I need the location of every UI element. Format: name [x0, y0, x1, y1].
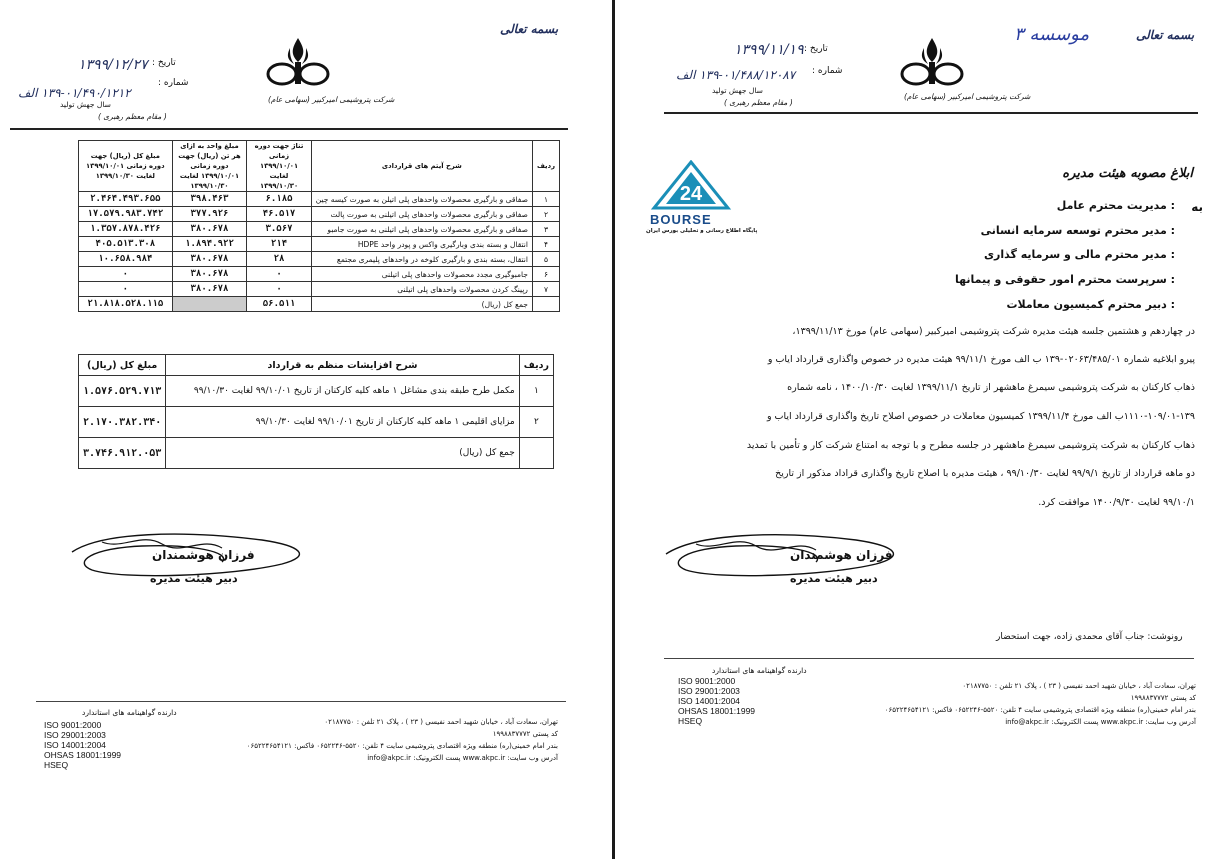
- letter-title: ابلاغ مصوبه هیئت مدیره: [1062, 166, 1193, 181]
- company-name: شرکت پتروشیمی امیرکبیر (سهامی عام): [904, 92, 1031, 101]
- address-line: تهران، سعادت آباد ، خیابان شهید احمد نفیسی ( ۲۳ ) ، پلاک ۲۱ تلفن : ۰۲۱۸۷۷۵۰: [962, 682, 1196, 690]
- items-table-row: [79, 267, 560, 282]
- items-total-amount: ۲۱.۸۱۸.۵۲۸.۱۱۵: [79, 297, 173, 312]
- row-unit-price: ۱.۸۹۴.۹۲۲: [172, 237, 247, 252]
- row-unit-price: ۳۸۰.۶۷۸: [172, 252, 247, 267]
- increase-total-amount: ۳.۷۴۶.۹۱۲.۰۵۳: [79, 438, 166, 469]
- address-line: بندر امام خمینی(ره) منطقه ویژه اقتصادی پتروشیمی سایت ۴ تلفن: ۵۵۲۰-۰۶۵۲۲۴۶ فاکس: ۰۶۵۲۲۴۶۵۴۱۲۱: [246, 742, 558, 750]
- body-line: ۱۱۱۰-۱۰۹/۰۱-۱۳۹ب الف مورخ ۱۳۹۹/۱۱/۴ کمیسیون معاملات در خصوص اصلاح تاریخ واگذاری قرارداد ایاب و: [766, 411, 1195, 422]
- recipient: : مدیریت محترم عامل: [1056, 199, 1175, 212]
- address-line: آدرس وب سایت: www.akpc.ir پست الکترونیک: info@akpc.ir: [1005, 718, 1196, 726]
- cert-list: [678, 676, 755, 726]
- items-table-row: [79, 192, 560, 207]
- increase-table-row: [79, 407, 554, 438]
- row-description: رپینگ کردن محصولات واحدهای پلی اتیلنی: [311, 282, 532, 297]
- row-description: صفاقی و بارگیری محصولات واحدهای پلی اتیلن به صورت کیسه چین: [311, 192, 532, 207]
- signatory-name: فرزان هوشمندان: [152, 548, 255, 562]
- address-line: کد پستی ۱۹۹۸۸۳۷۷۷۲: [492, 730, 558, 738]
- cert-list: [44, 720, 121, 770]
- cert-item: ISO 29001:2003: [44, 730, 106, 740]
- col-desc: شرح آیتم های قراردادی: [311, 141, 532, 192]
- increase-total-row: [79, 438, 554, 469]
- body-line: ۹۹/۱۰/۱ لغایت ۱۴۰۰/۹/۳۰ موافقت کرد.: [1038, 497, 1195, 508]
- row-description: جامبوگیری مجدد محصولات واحدهای پلی اتیلنی: [311, 267, 532, 282]
- row-unit-price: ۳۹۸.۴۶۳: [172, 192, 247, 207]
- cert-item: ISO 29001:2003: [678, 686, 740, 696]
- items-total-row: [79, 297, 560, 312]
- bourse-tagline: پایگاه اطلاع رسانی و تحلیلی بورس ایران: [646, 228, 758, 234]
- row-description: انتقال و بسته بندی وبارگیری واکس و پودر واحد HDPE: [311, 237, 532, 252]
- address-line: تهران، سعادت آباد ، خیابان شهید احمد نفیسی ( ۲۳ ) ، پلاک ۲۱ تلفن : ۰۲۱۸۷۷۵۰: [324, 718, 558, 726]
- cert-item: HSEQ: [44, 760, 69, 770]
- items-total-tonnage: ۵۶.۵۱۱: [247, 297, 311, 312]
- inc-col-amount: مبلغ کل (ریال): [79, 355, 166, 376]
- row-number: ۳: [532, 222, 559, 237]
- cc-note: رونوشت: جناب آقای محمدی زاده، جهت استحضار: [996, 632, 1183, 642]
- body-line: در چهاردهم و هشتمین جلسه هیئت مدیره شرکت پتروشیمی امیرکبیر (سهامی عام) مورخ ۱۳۹۹/۱۱/۱۳،: [792, 326, 1195, 337]
- row-total: ۱.۳۵۷.۸۷۸.۴۲۶: [79, 222, 173, 237]
- date-label: تاریخ :: [152, 58, 176, 68]
- header-rule: [664, 112, 1198, 114]
- increase-table-row: [79, 376, 554, 407]
- col-total: مبلغ کل (ریال) جهت دوره زمانی ۱۳۹۹/۱۰/۰۱ لغایت ۱۳۹۹/۱۰/۳۰: [79, 141, 173, 192]
- cert-item: ISO 9001:2000: [44, 720, 102, 730]
- increase-table: [78, 354, 554, 469]
- footer-rule: [36, 701, 566, 702]
- number-label: شماره :: [158, 78, 189, 88]
- cert-heading: دارنده گواهینامه های استاندارد: [712, 666, 807, 675]
- items-total-shaded: [172, 297, 247, 312]
- page-divider: [612, 0, 615, 859]
- footer-rule: [664, 658, 1194, 659]
- row-tonnage: ۰: [247, 282, 311, 297]
- recipient: : دبیر محترم کمیسیون معاملات: [1006, 298, 1175, 311]
- address-line: بندر امام خمینی(ره) منطقه ویژه اقتصادی پتروشیمی سایت ۴ تلفن: ۵۵۲۰-۰۶۵۲۲۴۶ فاکس: ۰۶۵۲۲۴۶۵۴۱۲۱: [884, 706, 1196, 714]
- row-number: ۲: [532, 207, 559, 222]
- date-label: تاریخ :: [804, 44, 828, 54]
- row-amount: ۲.۱۷۰.۳۸۲.۳۴۰: [79, 407, 166, 438]
- header-rule: [10, 128, 568, 130]
- cert-item: ISO 9001:2000: [678, 676, 736, 686]
- row-total: ۴۰۵.۵۱۳.۳۰۸: [79, 237, 173, 252]
- recipient: : مدیر محترم توسعه سرمایه انسانی: [980, 224, 1175, 237]
- row-number: ۶: [532, 267, 559, 282]
- items-table-row: [79, 207, 560, 222]
- recipient: : مدیر محترم مالی و سرمایه گذاری: [983, 248, 1175, 261]
- basmala: بسمه تعالی: [1136, 28, 1195, 42]
- number-label: شماره :: [812, 66, 843, 76]
- items-table-row: [79, 282, 560, 297]
- year-slogan: سال جهش تولید: [712, 86, 763, 95]
- row-description: مکمل طرح طبقه بندی مشاغل ۱ ماهه کلیه کارکنان از تاریخ ۹۹/۱۰/۰۱ لغایت ۹۹/۱۰/۳۰: [166, 376, 519, 407]
- items-total-label: جمع کل (ریال): [311, 297, 532, 312]
- row-description: صفاقی و بارگیری محصولات واحدهای پلی اتیلنی به صورت جامبو: [311, 222, 532, 237]
- row-unit-price: ۳۸۰.۶۷۸: [172, 222, 247, 237]
- address-line: کد پستی ۱۹۹۸۸۳۷۷۷۲: [1130, 694, 1196, 702]
- row-number: ۱: [532, 192, 559, 207]
- body-line: ذهاب کارکنان به شرکت پتروشیمی سیمرغ ماهشهر از تاریخ ۱۳۹۹/۱۱/۱ لغایت ۱۴۰۰/۱۰/۳۰ ، نامه شماره: [787, 382, 1195, 393]
- row-tonnage: ۲۸: [247, 252, 311, 267]
- row-tonnage: ۰: [247, 267, 311, 282]
- handwritten-note: موسسه ۳: [1014, 24, 1090, 45]
- col-row: ردیف: [532, 141, 559, 192]
- signatory-title: دبیر هیئت مدیره: [150, 572, 238, 585]
- row-number: ۵: [532, 252, 559, 267]
- row-description: صفاقی و بارگیری محصولات واحدهای پلی اتیلنی به صورت پالت: [311, 207, 532, 222]
- row-description: انتقال، بسته بندی و بارگیری کلوخه در واحدهای پلیمری مجتمع: [311, 252, 532, 267]
- cert-heading: دارنده گواهینامه های استاندارد: [82, 708, 177, 717]
- date-value: ۱۳۹۹/۱۲/۲۷: [78, 57, 148, 73]
- leader-note: ( مقام معظم رهبری ): [724, 98, 793, 107]
- left-page: [0, 0, 612, 859]
- row-total: ۲.۴۶۴.۴۹۳.۶۵۵: [79, 192, 173, 207]
- cert-item: ISO 14001:2004: [678, 696, 740, 706]
- row-number: ۷: [532, 282, 559, 297]
- bourse-logo-text: BOURSE: [650, 212, 712, 227]
- items-table-row: [79, 222, 560, 237]
- signatory-title: دبیر هیئت مدیره: [790, 572, 878, 585]
- row-tonnage: ۳.۵۶۷: [247, 222, 311, 237]
- body-line: دو ماهه قرارداد از تاریخ ۹۹/۹/۱ لغایت ۹۹/۱۰/۳۰ ، هیئت مدیره با اصلاح تاریخ واگذاری قراداد مذکور از تاریخ: [775, 468, 1195, 479]
- address-block: [878, 680, 1196, 728]
- row-unit-price: ۳۸۰.۶۷۸: [172, 267, 247, 282]
- row-total: ۱۰.۶۵۸.۹۸۴: [79, 252, 173, 267]
- address-line: آدرس وب سایت: www.akpc.ir پست الکترونیک: info@akpc.ir: [367, 754, 558, 762]
- row-unit-price: ۳۷۷.۹۲۶: [172, 207, 247, 222]
- cert-item: HSEQ: [678, 716, 703, 726]
- row-number: ۴: [532, 237, 559, 252]
- body-line: پیرو ابلاغیه شماره ۰۲۰۶۳/۴۸۵/۰۱-۱۳۹ ب الف مورخ ۹۹/۱۱/۱ هیئت مدیره در خصوص واگذاری قرارداد ایاب و: [767, 354, 1195, 365]
- year-slogan: سال جهش تولید: [60, 100, 111, 109]
- row-tonnage: ۴۶.۵۱۷: [247, 207, 311, 222]
- cert-item: OHSAS 18001:1999: [44, 750, 122, 760]
- row-number: ۲: [519, 407, 553, 438]
- company-logo-icon: [896, 36, 968, 96]
- inc-col-desc: شرح افزایشات منظم به قرارداد: [166, 355, 519, 376]
- inc-col-row: ردیف: [519, 355, 553, 376]
- signatory-name: فرزان هوشمندان: [790, 548, 893, 562]
- to-label: به: [1191, 200, 1203, 214]
- row-description: مزایای اقلیمی ۱ ماهه کلیه کارکنان از تاریخ ۹۹/۱۰/۰۱ لغایت ۹۹/۱۰/۳۰: [166, 407, 519, 438]
- row-tonnage: ۲۱۴: [247, 237, 311, 252]
- number-value: ۱۳۹-۰۱/۴۹۰/۱۲۱۲ الف: [18, 86, 131, 100]
- basmala: بسمه تعالی: [500, 22, 559, 36]
- items-table-header: [79, 141, 560, 192]
- svg-text:24: 24: [679, 183, 703, 205]
- items-table-row: [79, 237, 560, 252]
- increase-total-label: جمع کل (ریال): [166, 438, 519, 469]
- leader-note: ( مقام معظم رهبری ): [98, 112, 167, 121]
- cert-item: OHSAS 18001:1999: [678, 706, 756, 716]
- row-number: ۱: [519, 376, 553, 407]
- col-unit-price: مبلغ واحد به ازای هر تن (ریال) جهت دوره زمانی ۱۳۹۹/۱۰/۰۱ لغایت ۱۳۹۹/۱۰/۳۰: [172, 141, 247, 192]
- row-amount: ۱.۵۷۶.۵۲۹.۷۱۳: [79, 376, 166, 407]
- row-total: ۱۷.۵۷۹.۹۸۳.۷۴۲: [79, 207, 173, 222]
- items-table-row: [79, 252, 560, 267]
- row-tonnage: ۶.۱۸۵: [247, 192, 311, 207]
- col-tonnage: تناژ جهت دوره زمانی ۱۳۹۹/۱۰/۰۱ لغایت ۱۳۹۹/۱۰/۳۰: [247, 141, 311, 192]
- items-table: [78, 140, 560, 312]
- increase-table-header: [79, 355, 554, 376]
- cert-item: ISO 14001:2004: [44, 740, 106, 750]
- body-line: ذهاب کارکنان به شرکت پتروشیمی سیمرغ ماهشهر در جلسه مطرح و با توجه به امتناع شرکت کار و تأمین با تمدید: [746, 440, 1195, 451]
- right-page: [616, 0, 1225, 859]
- date-value: ۱۳۹۹/۱۱/۱۹: [734, 42, 804, 58]
- row-unit-price: ۳۸۰.۶۷۸: [172, 282, 247, 297]
- number-value: ۱۳۹-۰۱/۴۸۸/۱۲۰۸۷ الف: [676, 68, 796, 82]
- recipient: : سرپرست محترم امور حقوقی و پیمانها: [955, 273, 1175, 286]
- row-total: ۰: [79, 282, 173, 297]
- address-block: [240, 716, 558, 764]
- row-total: ۰: [79, 267, 173, 282]
- company-name: شرکت پتروشیمی امیرکبیر (سهامی عام): [268, 95, 395, 104]
- company-logo-icon: [262, 36, 334, 96]
